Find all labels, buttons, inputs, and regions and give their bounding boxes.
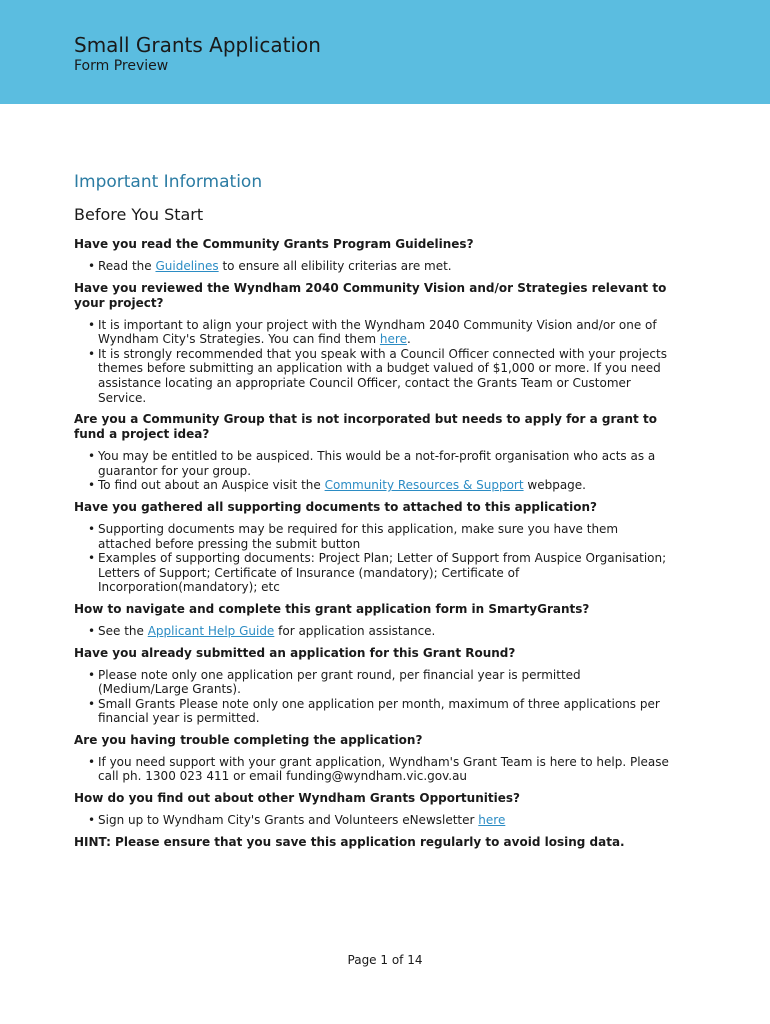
question-heading: Are you having trouble completing the application?	[74, 732, 423, 747]
question-heading: How do you find out about other Wyndham Grants Opportunities?	[74, 791, 520, 806]
questions-list	[74, 237, 674, 828]
list-item	[92, 755, 674, 784]
list-item-text: .	[406, 332, 411, 347]
hint-text: HINT: Please ensure that you save this application regularly to avoid losing data.	[74, 834, 625, 849]
bullet-list	[74, 449, 674, 493]
list-item	[92, 347, 674, 405]
list-item-text: You may be entitled to be auspiced. This would be a not-for-profit organisation who acts as a guarantor for your group.	[98, 449, 656, 478]
bullet-list	[74, 755, 674, 784]
list-item-text: Supporting documents may be required for this application, make sure you have them attached before pressing the submit button	[98, 521, 619, 551]
list-item-text: Examples of supporting documents: Project Plan; Letter of Support from Auspice Organisation; Letters of Support; Certificate of Insurance (mandatory); Certificate of Incorporation(mandatory); etc	[98, 551, 667, 595]
list-item-text: Please note only one application per grant round, per financial year is permitted (Medium/Large Grants).	[98, 667, 581, 697]
question-heading: How to navigate and complete this grant application form in SmartyGrants?	[74, 601, 590, 616]
question-heading: Are you a Community Group that is not incorporated but needs to apply for a grant to fund a project idea?	[74, 412, 657, 442]
list-item-text: Small Grants Please note only one application per month, maximum of three applications per financial year is permitted.	[98, 696, 660, 726]
list-item	[92, 522, 674, 551]
list-item-text: for application assistance.	[274, 623, 436, 638]
list-item	[92, 813, 674, 828]
bullet-list	[74, 318, 674, 406]
list-item	[92, 449, 674, 478]
list-item	[92, 259, 674, 274]
question-heading: Have you already submitted an application for this Grant Round?	[74, 645, 516, 660]
list-item	[92, 551, 674, 595]
section-subtitle: Before You Start	[74, 205, 204, 224]
page-number: Page 1 of 14	[347, 953, 423, 967]
list-item-text: To find out about an Auspice visit the	[98, 478, 325, 493]
question-heading: Have you gathered all supporting documents to attached to this application?	[74, 499, 597, 514]
page-header	[0, 0, 770, 104]
inline-link[interactable]: Applicant Help Guide	[147, 623, 275, 638]
form-content	[74, 170, 674, 850]
bullet-list	[74, 668, 674, 726]
bullet-list	[74, 259, 674, 274]
form-subtitle: Form Preview	[74, 58, 169, 74]
question-heading: Have you reviewed the Wyndham 2040 Community Vision and/or Strategies relevant to your project?	[74, 280, 667, 310]
list-item-text: to ensure all elibility criterias are met.	[218, 259, 452, 273]
list-item-text: See the	[98, 623, 148, 638]
list-item	[92, 624, 674, 639]
list-item	[92, 697, 674, 726]
inline-link[interactable]: Guidelines	[155, 259, 219, 273]
bullet-list	[74, 522, 674, 595]
question-heading: Have you read the Community Grants Program Guidelines?	[74, 237, 474, 251]
section-title: Important Information	[74, 172, 263, 192]
list-item-text: Sign up to Wyndham City's Grants and Volunteers eNewsletter	[98, 813, 479, 828]
list-item-text: If you need support with your grant application, Wyndham's Grant Team is here to help. Please call ph. 1300 023 411 or email funding@wyndham.vic.gov.au	[98, 754, 669, 784]
form-title: Small Grants Application	[74, 33, 321, 57]
bullet-list	[74, 813, 674, 828]
list-item	[92, 668, 674, 697]
inline-link[interactable]: here	[478, 813, 506, 828]
bullet-list	[74, 624, 674, 639]
list-item-text: webpage.	[523, 478, 586, 493]
list-item-text: Read the	[98, 259, 156, 273]
list-item	[92, 478, 674, 493]
list-item	[92, 318, 674, 347]
inline-link[interactable]: Community Resources & Support	[324, 478, 524, 493]
inline-link[interactable]: here	[379, 332, 407, 347]
list-item-text: It is important to align your project with the Wyndham 2040 Community Vision and/or one of Wyndham City's Strategies. You can find them	[98, 317, 657, 347]
list-item-text: It is strongly recommended that you speak with a Council Officer connected with your projects themes before submitting an application with a budget valued of $1,000 or more. If you need assistance locating an appropriate Council Officer, contact the Grants Team or Customer Service.	[98, 346, 667, 405]
